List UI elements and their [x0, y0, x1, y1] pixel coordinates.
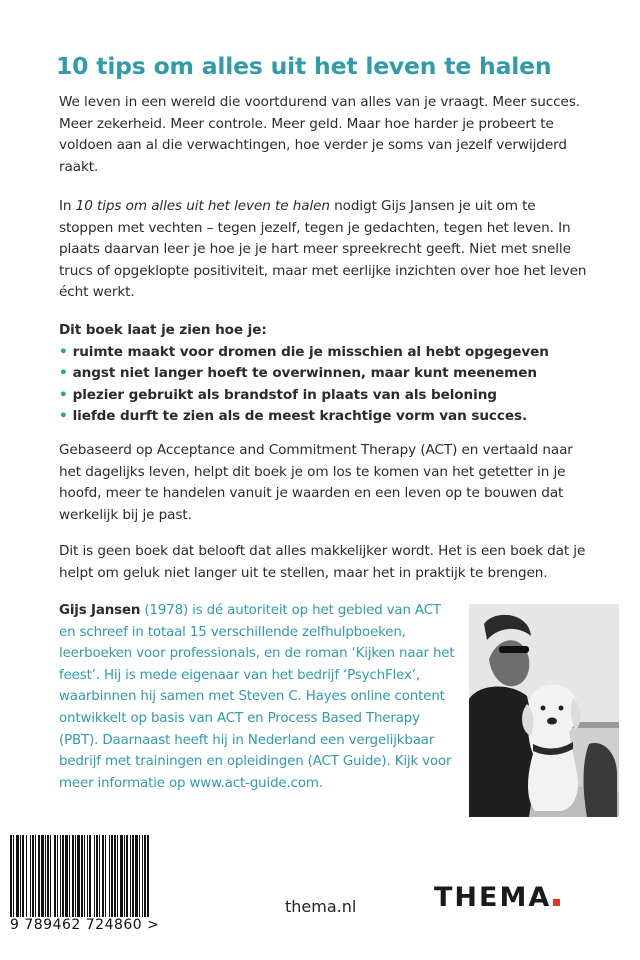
list-item: • angst niet langer hoeft te overwinnen, maar kunt meenemen [59, 365, 537, 381]
bullet-icon: • [59, 386, 68, 403]
author-bio-text: (1978) is dé autoriteit op het gebied van ACT en schreef in totaal 15 verschillende zelfhulpboeken, leerboeken voor professionals, en de roman ‘Kijken naar het feest’. Hij is mede eigenaar van het bedrijf ‘PsychFlex’, waarbinnen hij samen met Steven C. Hayes online content ontwikkelt op basis van ACT en Process Based Therapy (PBT). Daarnaast heeft hij in Nederland een vergelijkbaar bedrijf met trainingen en opleidingen (ACT Guide). Kijk voor meer informatie op www.act-guide.com. [59, 603, 455, 791]
author-photo [469, 604, 619, 817]
isbn-digits: 9 789462 724860 > [10, 917, 160, 933]
logo-square-icon [553, 899, 560, 906]
publisher-website: thema.nl [285, 897, 357, 916]
bullet-icon: • [59, 365, 68, 381]
author-with-dog-image [469, 604, 619, 817]
publisher-logo-text: THEMA [434, 882, 552, 913]
closing-paragraph: Dit is geen boek dat belooft dat alles makkelijker wordt. Het is een boek dat je helpt om geluk niet langer uit te stellen, maar het in praktijk te brengen. [59, 543, 586, 581]
act-paragraph: Gebaseerd op Acceptance and Commitment Therapy (ACT) en vertaald naar het dagelijks leven, helpt dit boek je om los te komen van het getetter in je hoofd, meer te handelen vanuit je waarden en een leven op te bouwen dat werkelijk bij je past. [59, 442, 573, 523]
description-rest: nodigt Gijs Jansen je uit om te stoppen met vechten – tegen jezelf, tegen je gedachten, tegen het leven. In plaats daarvan leer je hoe je je hart meer spreekrecht geeft. Niet met snelle trucs of opgeklopte positiviteit, maar met eerlijke inzichten over hoe het leven écht werkt. [59, 198, 587, 300]
intro-paragraph: We leven in een wereld die voortdurend van alles van je vraagt. Meer succes. Meer zekerheid. Meer controle. Meer geld. Maar hoe harder je probeert te voldoen aan al die verwachtingen, hoe verder je soms van jezelf verwijderd raakt. [59, 94, 581, 175]
book-title-italic: 10 tips om alles uit het leven te halen [75, 198, 330, 214]
list-item: • ruimte maakt voor dromen die je misschien al hebt opgegeven [59, 343, 549, 360]
description-intro: In [59, 198, 76, 214]
list-item: • plezier gebruikt als brandstof in plaats van als beloning [59, 386, 497, 403]
author-bio [59, 600, 459, 794]
publisher-logo [434, 882, 560, 913]
book-description-paragraph [59, 196, 591, 304]
barcode-bar [149, 835, 150, 917]
benefits-list-lead: Dit boek laat je zien hoe je: [59, 322, 267, 338]
book-back-title: 10 tips om alles uit het leven te halen [56, 52, 552, 80]
bullet-icon: • [59, 408, 68, 424]
benefits-list-block [59, 320, 591, 428]
isbn-barcode [10, 835, 195, 917]
author-name: Gijs Jansen [59, 603, 141, 618]
benefits-list [59, 342, 591, 428]
bullet-icon: • [59, 343, 68, 360]
list-item: • liefde durft te zien als de meest krachtige vorm van succes. [59, 408, 528, 424]
